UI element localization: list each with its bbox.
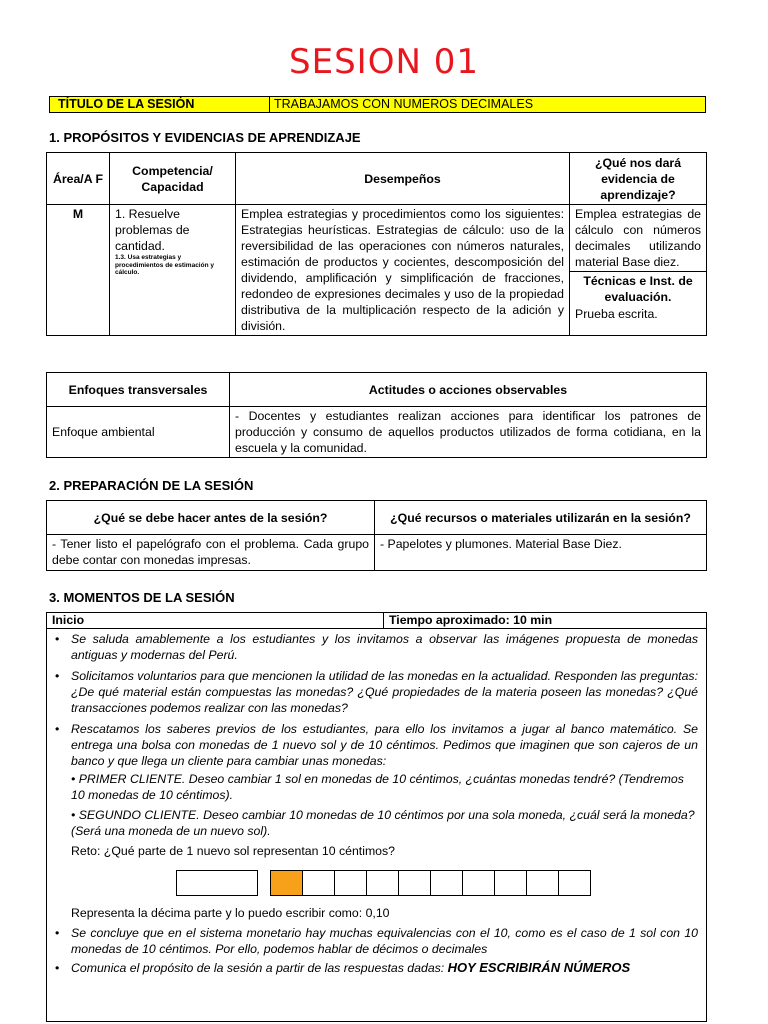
representa-text: Representa la décima parte y lo puedo escribir como: 0,10	[71, 906, 390, 920]
antes-text: - Tener listo el papelógrafo con el problema. Cada grupo debe contar con monedas impresas.	[47, 535, 375, 571]
bullet-saludo: • Se saluda amablemente a los estudiantes y los invitamos a observar las imágenes propuesta de monedas antiguas y modernas del Perú.	[49, 631, 698, 663]
tenth-box	[430, 870, 463, 896]
header-desempenos: Desempeños	[236, 153, 570, 205]
title-label: TÍTULO DE LA SESIÓN	[50, 97, 270, 112]
tenth-box	[558, 870, 591, 896]
enfoques-table	[46, 372, 707, 458]
area-value: M	[47, 205, 110, 336]
tenth-box	[334, 870, 367, 896]
title-value: TRABAJAMOS CON NUMEROS DECIMALES	[274, 97, 534, 111]
recursos-text: - Papelotes y plumones. Material Base Diez.	[375, 535, 707, 571]
header-competencia: Competencia/ Capacidad	[110, 153, 236, 205]
session-title-bar	[49, 96, 706, 113]
reto-text: Reto: ¿Qué parte de 1 nuevo sol representan 10 céntimos?	[71, 844, 396, 858]
tenth-box	[494, 870, 527, 896]
tenth-box-filled	[270, 870, 303, 896]
capacidad-text: 1.3. Usa estrategias y procedimientos de estimación y cálculo.	[115, 254, 214, 276]
tenth-box	[398, 870, 431, 896]
competencia-text: 1. Resuelve problemas de cantidad.	[115, 207, 190, 253]
header-actitudes: Actitudes o acciones observables	[230, 373, 707, 407]
bullet-saberes: • Rescatamos los saberes previos de los estudiantes, para ello los invitamos a jugar al banco matemático. Se entrega una bolsa con monedas de 1 nuevo sol y de 10 céntimos. Pedimos que imaginen que son cajeros de un banco y que llega un cliente para cambiar unas monedas:	[49, 721, 698, 769]
inicio-content	[47, 629, 707, 1022]
bullet-proposito	[49, 960, 698, 976]
bullet-voluntarios: • Solicitamos voluntarios para que mencionen la utilidad de las monedas en la actualidad. Responden las preguntas: ¿De qué material están compuestas las monedas? ¿Qué propiedades de la materia poseen las monedas? ¿Qué transacciones podemos realizar con las monedas?	[49, 668, 698, 716]
tecnicas-value: Prueba escrita.	[575, 307, 658, 321]
inicio-label: Inicio	[47, 613, 384, 629]
proposito-text: Comunica el propósito de la sesión a partir de las respuestas dadas:	[71, 961, 445, 975]
momentos-table	[46, 612, 707, 1022]
desempenos-text: Emplea estrategias y procedimientos como los siguientes: Estrategias heurísticas. Estrategias de cálculo: uso de la reversibilidad de las operaciones con números naturales, estimación de productos y cocientes, descomposición del dividendo, amplificación y simplificación de fracciones, redondeo de expresiones decimales y uso de la propiedad distributiva de la multiplicación respecto de la adición y división.	[236, 205, 570, 336]
section-1-heading: 1. PROPÓSITOS Y EVIDENCIAS DE APRENDIZAJE	[49, 130, 361, 145]
primer-cliente: • PRIMER CLIENTE. Deseo cambiar 1 sol en monedas de 10 céntimos, ¿cuántas monedas tendré? (Tendremos 10 monedas de 10 céntimos).	[71, 772, 684, 802]
segundo-cliente: • SEGUNDO CLIENTE. Deseo cambiar 10 monedas de 10 céntimos por una sola moneda, ¿cuál será la moneda? (Será una moneda de un nuevo sol).	[71, 808, 695, 838]
header-evidencia: ¿Qué nos dará evidencia de aprendizaje?	[570, 153, 707, 205]
tenth-box	[366, 870, 399, 896]
proposito-bold: HOY ESCRIBIRÁN NÚMEROS	[447, 960, 631, 975]
header-area: Área/A F	[47, 153, 110, 205]
section-2-heading: 2. PREPARACIÓN DE LA SESIÓN	[49, 478, 254, 493]
actitudes-text: - Docentes y estudiantes realizan acciones para identificar los patrones de producción y consumo de aquellos productos utilizados de forma cotidiana, en la escuela y la comunidad.	[230, 407, 707, 458]
tenth-box	[302, 870, 335, 896]
header-antes: ¿Qué se debe hacer antes de la sesión?	[47, 501, 375, 535]
section-3-heading: 3. MOMENTOS DE LA SESIÓN	[49, 590, 235, 605]
competencia-cell	[110, 205, 236, 336]
preparacion-table	[46, 500, 707, 571]
decimal-boxes	[176, 870, 590, 896]
enfoque-value: Enfoque ambiental	[47, 407, 230, 458]
tiempo-label: Tiempo aproximado: 10 min	[384, 613, 707, 629]
session-title: SESION 01	[289, 42, 479, 82]
header-enfoques: Enfoques transversales	[47, 373, 230, 407]
header-recursos: ¿Qué recursos o materiales utilizarán en la sesión?	[375, 501, 707, 535]
tenth-box	[462, 870, 495, 896]
purposes-table	[46, 152, 707, 336]
tenth-box	[526, 870, 559, 896]
evidencia-text: Emplea estrategias de cálculo con números decimales utilizando material Base diez.	[575, 207, 701, 269]
bullet-concluye: • Se concluye que en el sistema monetario hay muchas equivalencias con el 10, como es el caso de 1 sol con 10 monedas de 10 céntimos. Por ello, podemos hablar de décimos o decimales	[49, 925, 698, 957]
evidencia-cell	[570, 205, 707, 336]
unit-box	[176, 870, 258, 896]
tecnicas-label: Técnicas e Inst. de evaluación.	[570, 271, 706, 306]
